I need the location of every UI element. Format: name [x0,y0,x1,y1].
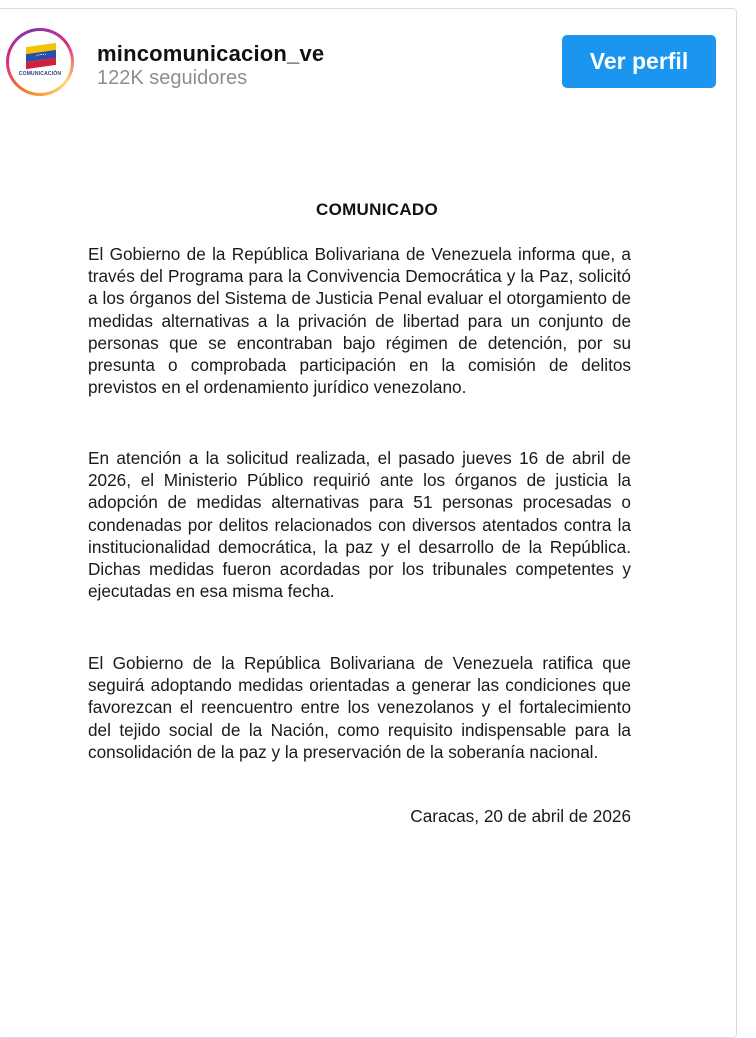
post-header [0,9,736,109]
account-username[interactable]: mincomunicacion_ve [97,41,325,66]
venezuela-flag-icon [26,43,56,69]
document-paragraph: El Gobierno de la República Bolivariana de Venezuela informa que, a través del Programa para la Convivencia Democrática y la Paz, solicitó a los órganos del Sistema de Justicia Penal evaluar el otorgamiento de medidas alternativas a la privación de libertad para un conjunto de personas que se encontraban bajo régimen de detención, por su presunta o comprobada participación en la comisión de delitos previstos en el ordenamiento jurídico venezolano. [88,244,631,398]
document-signoff: Caracas, 20 de abril de 2026 [410,806,631,826]
avatar-logo-text: COMUNICACIÓN [18,71,62,77]
avatar[interactable] [6,28,74,96]
document-paragraph: El Gobierno de la República Bolivariana de Venezuela ratifica que seguirá adoptando medidas orientadas a generar las condiciones que favorezcan el reencuentro entre los venezolanos y el fortalecimiento del tejido social de la Nación, como requisito indispensable para la consolidación de la paz y la preservación de la soberanía nacional. [88,653,631,762]
document-paragraph: En atención a la solicitud realizada, el pasado jueves 16 de abril de 2026, el Ministerio Público requirió ante los órganos de justicia la adopción de medidas alternativas para 51 personas procesadas o condenadas por delitos relacionados con diversos atentados contra la institucionalidad democrática, la paz y el desarrollo de la República. Dichas medidas fueron acordadas por los tribunales competentes y ejecutadas en esa misma fecha. [88,448,631,602]
follower-count: 122K seguidores [97,67,248,89]
view-profile-button[interactable]: Ver perfil [562,35,716,88]
post-card [0,8,737,1038]
avatar-image [9,31,71,93]
document-title: COMUNICADO [316,200,438,219]
